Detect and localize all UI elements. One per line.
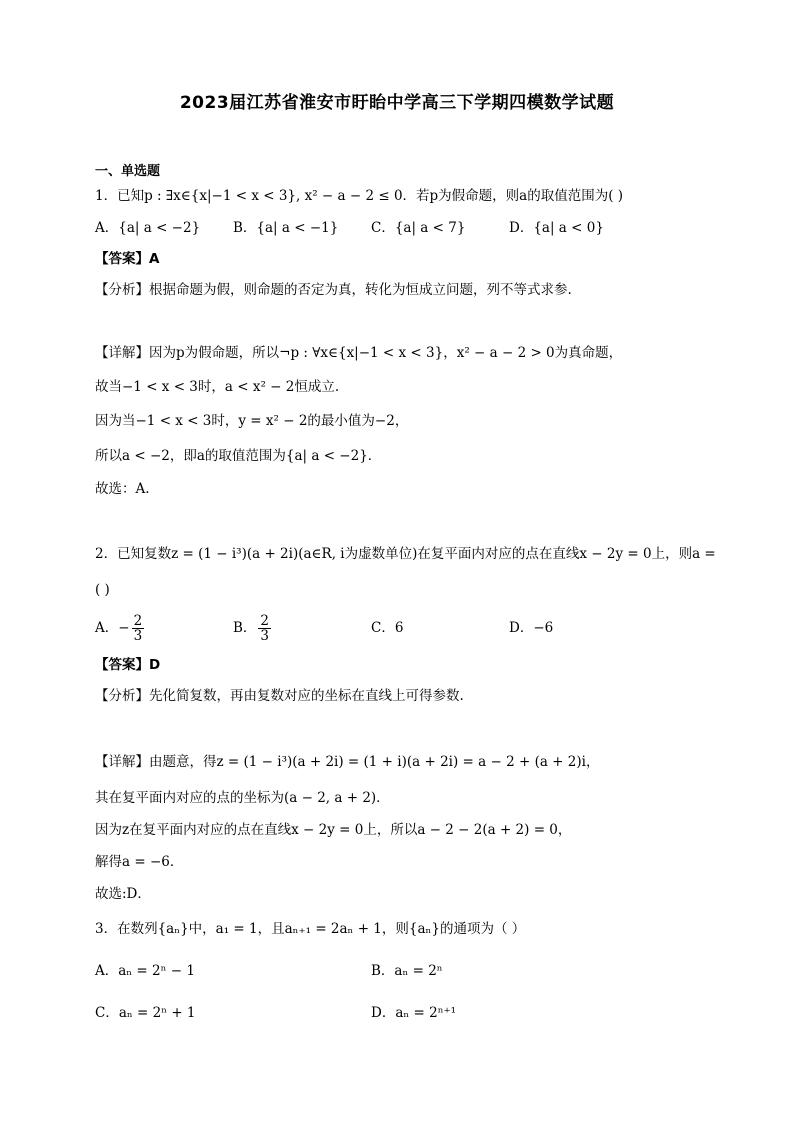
q1-option-c: C．{a| a < 7}	[371, 220, 466, 236]
q1-option-d: D．{a| a < 0}	[509, 220, 604, 236]
q3-stem: 3．在数列{aₙ}中，a₁ = 1，且aₙ₊₁ = 2aₙ + 1，则{aₙ}的通项为（ ）	[95, 921, 526, 937]
q2-detail-2: 其在复平面内对应的点的坐标为(a − 2, a + 2)．	[95, 790, 390, 806]
q1-option-b: B．{a| a < −1}	[233, 220, 339, 236]
q2-detail-4: 解得a = −6．	[95, 854, 184, 870]
q1-answer: 【答案】A	[95, 251, 160, 267]
q3-option-b: B．aₙ = 2ⁿ	[371, 963, 443, 979]
q2-option-d: D．−6	[509, 620, 554, 636]
page-title: 2023届江苏省淮安市盱眙中学高三下学期四模数学试题	[179, 93, 615, 113]
q2-stem: 2．已知复数z = (1 − i³)(a + 2i)(a∈R, i为虚数单位)在复平面内对应的点在直线x − 2y = 0上，则a =	[95, 546, 716, 562]
q1-detail-5: 故选：A.	[95, 481, 150, 497]
q2-option-c: C．6	[371, 620, 404, 636]
q2-option-a: A．− $\frac{2}{3}$	[95, 613, 143, 644]
q3-option-c: C．aₙ = 2ⁿ + 1	[95, 1005, 196, 1021]
q1-detail-2: 故当−1 < x < 3时，a < x² − 2恒成立.	[95, 379, 340, 395]
q1-stem: 1．已知p : ∃x∈{x|−1 < x < 3}, x² − a − 2 ≤ 0．若p为假命题，则a的取值范围为( )	[95, 188, 624, 204]
section-heading: 一、单选题	[95, 164, 161, 179]
q2-detail-1: 【详解】由题意，得z = (1 − i³)(a + 2i) = (1 + i)(a + 2i) = a − 2 + (a + 2)i，	[95, 754, 600, 770]
q2-detail-3: 因为z在复平面内对应的点在直线x − 2y = 0上，所以a − 2 − 2(a + 2) = 0，	[95, 822, 572, 838]
q2-detail-5: 故选:D．	[95, 886, 151, 902]
q3-option-d: D．aₙ = 2ⁿ⁺¹	[371, 1005, 457, 1021]
q1-detail-3: 因为当−1 < x < 3时，y = x² − 2的最小值为−2，	[95, 413, 409, 429]
q1-detail-1: 【详解】因为p为假命题，所以¬p : ∀x∈{x|−1 < x < 3}，x² − a − 2 > 0为真命题，	[95, 345, 623, 361]
q1-option-a: A．{a| a < −2}	[95, 220, 201, 236]
q1-detail-4: 所以a < −2，即a的取值范围为{a| a < −2}．	[95, 448, 382, 464]
q3-option-a: A．aₙ = 2ⁿ − 1	[95, 963, 195, 979]
q2-option-b: B． $\frac{2}{3}$	[233, 613, 270, 644]
q2-analysis: 【分析】先化简复数，再由复数对应的坐标在直线上可得参数.	[95, 688, 464, 704]
q2-blank: ( )	[95, 582, 110, 598]
q1-analysis: 【分析】根据命题为假，则命题的否定为真，转化为恒成立问题，列不等式求参.	[95, 282, 572, 298]
q2-answer: 【答案】D	[95, 657, 161, 673]
